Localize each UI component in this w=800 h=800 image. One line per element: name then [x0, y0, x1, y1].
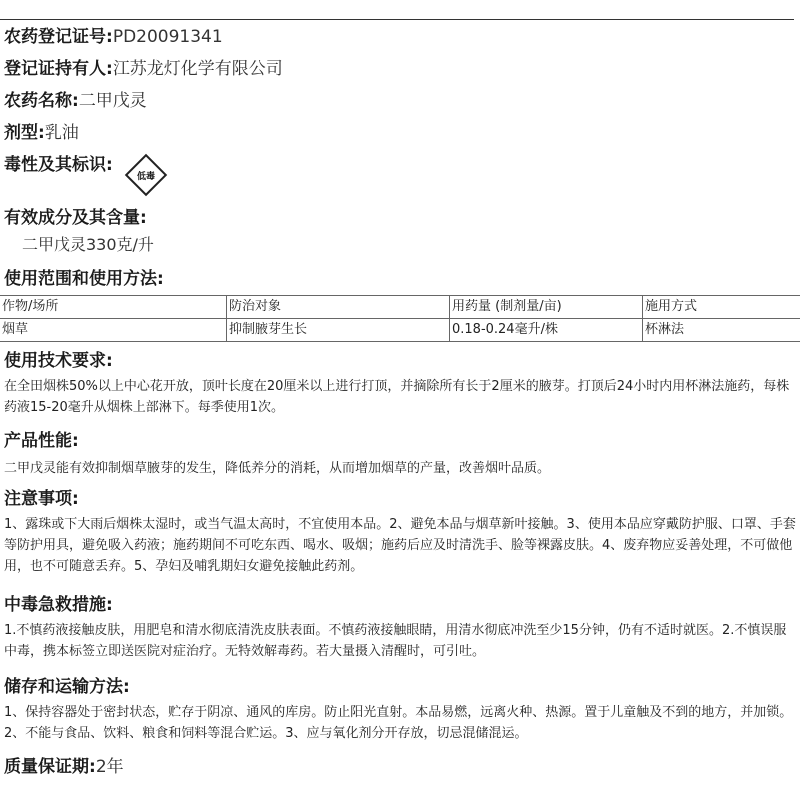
top-divider	[0, 19, 794, 20]
usage-header-method: 施用方式	[643, 296, 800, 319]
usage-cell-method: 杯淋法	[643, 319, 800, 342]
shelf-life-label: 质量保证期:	[4, 757, 96, 777]
registration-number-label: 农药登记证号:	[4, 27, 113, 47]
formulation-label: 剂型:	[4, 123, 45, 143]
first-aid-section-label: 中毒急救措施:	[4, 595, 113, 615]
storage-text: 1、保持容器处于密封状态，贮存于阴凉、通风的库房。防止阳光直射。本品易燃，远离火种、热源。置于儿童触及不到的地方，并加锁。2、不能与食品、饮料、粮食和饲料等混合贮运。3、应与氧化剂分开存放，切忌混储混运。	[4, 705, 793, 741]
registration-number-value: PD20091341	[112, 27, 223, 47]
performance-section-label: 产品性能:	[4, 431, 79, 451]
toxicity-label: 毒性及其标识:	[4, 155, 113, 175]
table-row	[0, 319, 800, 342]
shelf-life-row	[4, 756, 124, 778]
registration-holder-label: 登记证持有人:	[4, 59, 113, 79]
registration-holder-value: 江苏龙灯化学有限公司	[112, 59, 283, 79]
storage-section-label: 储存和运输方法:	[4, 677, 130, 697]
usage-header-dosage: 用药量 (制剂量/亩)	[450, 296, 643, 319]
registration-holder-row	[4, 58, 283, 80]
precautions-text: 1、露珠或下大雨后烟株太湿时，或当气温太高时，不宜使用本品。2、避免本品与烟草新叶接触。3、使用本品应穿戴防护服、口罩、手套等防护用具，避免吸入药液；施药期间不可吃东西、喝水、吸烟；施药后应及时清洗手、脸等裸露皮肤。4、废弃物应妥善处理，不可做他用，也不可随意丢弃。5、孕妇及哺乳期妇女避免接触此药剂。	[4, 517, 796, 574]
first-aid-text: 1.不慎药液接触皮肤，用肥皂和清水彻底清洗皮肤表面。不慎药液接触眼睛，用清水彻底冲洗至少15分钟，仍有不适时就医。2.不慎误服中毒，携本标签立即送医院对症治疗。无特效解毒药。若大量摄入清醒时，可引吐。	[4, 623, 787, 659]
usage-cell-crop: 烟草	[0, 319, 227, 342]
registration-number-row	[4, 26, 223, 48]
pesticide-name-label: 农药名称:	[4, 91, 79, 111]
usage-table	[0, 295, 800, 342]
usage-cell-target: 抑制腋芽生长	[227, 319, 450, 342]
technique-section-label: 使用技术要求:	[4, 351, 113, 371]
usage-header-crop: 作物/场所	[0, 296, 227, 319]
active-ingredient-value: 二甲戊灵330克/升	[22, 235, 154, 254]
technique-text: 在全田烟株50%以上中心花开放，顶叶长度在20厘米以上进行打顶，并摘除所有长于2厘米的腋芽。打顶后24小时内用杯淋法施药，每株药液15-20毫升从烟株上部淋下。每季使用1次。	[4, 379, 790, 415]
formulation-value: 乳油	[44, 123, 79, 143]
usage-cell-dosage: 0.18-0.24毫升/株	[450, 319, 643, 342]
usage-section-label: 使用范围和使用方法:	[4, 269, 164, 289]
formulation-row	[4, 122, 79, 144]
usage-header-target: 防治对象	[227, 296, 450, 319]
shelf-life-value: 2年	[95, 757, 124, 777]
pesticide-name-row	[4, 90, 147, 112]
pesticide-name-value: 二甲戊灵	[78, 91, 147, 111]
toxicity-row	[4, 154, 113, 176]
precautions-section-label: 注意事项:	[4, 489, 79, 509]
usage-table-header-row	[0, 296, 800, 319]
performance-text: 二甲戊灵能有效抑制烟草腋芽的发生，降低养分的消耗，从而增加烟草的产量，改善烟叶品质。	[4, 461, 551, 476]
active-ingredient-label: 有效成分及其含量:	[4, 208, 147, 228]
toxicity-badge-text: 低毒	[136, 171, 155, 182]
